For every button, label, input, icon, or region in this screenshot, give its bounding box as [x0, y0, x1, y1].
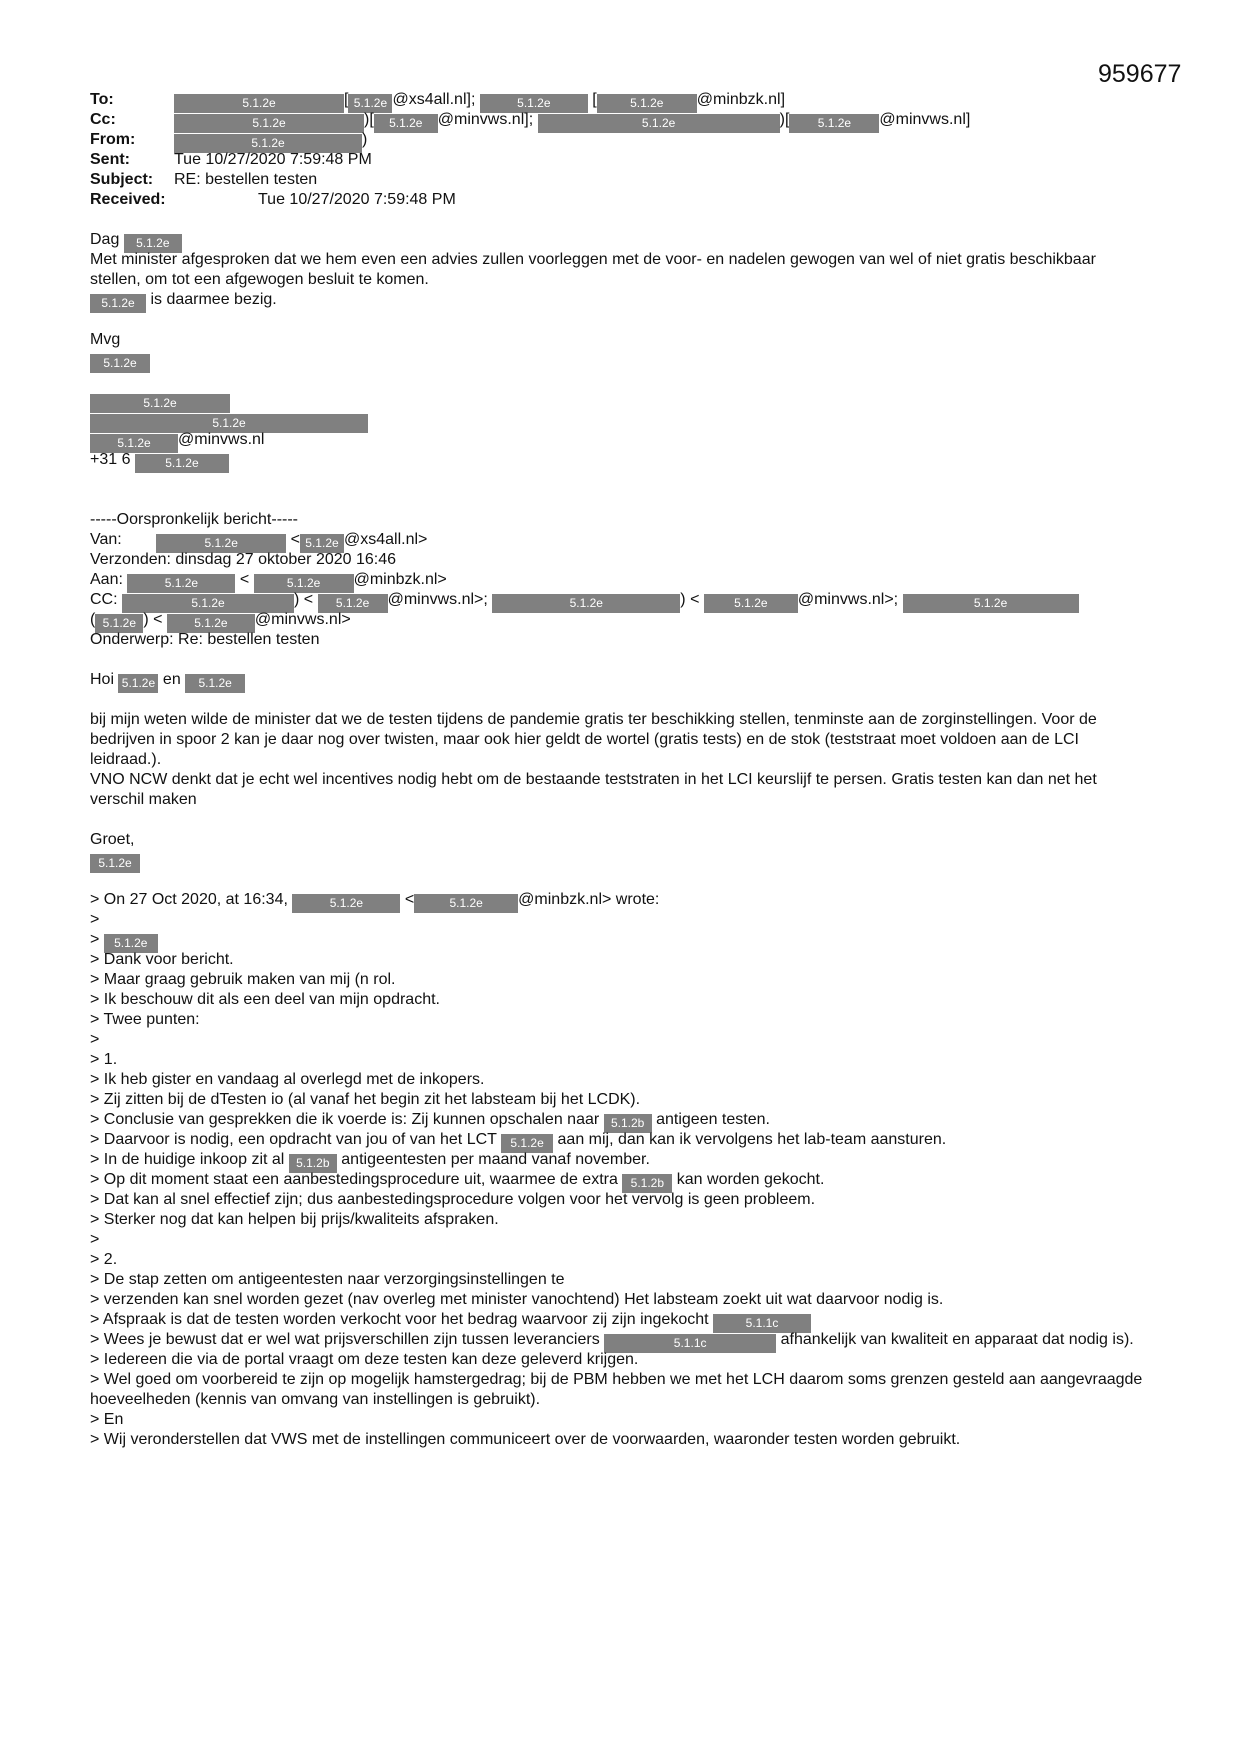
- quoted-line: > Zij zitten bij de dTesten io (al vanaf het begin zit het labsteam bij het LCDK).: [90, 1091, 641, 1108]
- redaction: 5.1.2e: [90, 394, 230, 413]
- header-cc: Cc: 5.1.2e )[ 5.1.2e @minvws.nl]; 5.1.2e )[ 5.1.2e @minvws.nl]: [90, 110, 970, 130]
- redaction: 5.1.2b: [622, 1174, 672, 1193]
- quoted-line: > Iedereen die via de portal vraagt om deze testen kan deze geleverd krijgen.: [90, 1351, 639, 1368]
- redaction: 5.1.2e: [292, 894, 400, 913]
- to-label: To:: [90, 91, 114, 108]
- redaction: 5.1.2e: [104, 934, 158, 953]
- redaction: 5.1.2e: [174, 114, 364, 133]
- quoted-line: > Twee punten:: [90, 1011, 200, 1028]
- orig-hoi: Hoi 5.1.2e en 5.1.2e: [90, 670, 1150, 690]
- subject-label: Subject:: [90, 171, 154, 188]
- signature-email: 5.1.2e @minvws.nl: [90, 430, 1150, 450]
- redaction: 5.1.2e: [789, 114, 879, 133]
- quoted-line: >: [90, 1231, 100, 1248]
- redaction: 5.1.2e: [90, 354, 150, 373]
- orig-onderwerp: Onderwerp: Re: bestellen testen: [90, 631, 320, 648]
- orig-aan: Aan: 5.1.2e < 5.1.2e @minbzk.nl>: [90, 570, 1150, 590]
- quoted-line: > Daarvoor is nodig, een opdracht van jou of van het LCT 5.1.2e aan mij, dan kan ik vervolgens het lab-team aansturen.: [90, 1130, 1150, 1150]
- redaction: 5.1.2e: [414, 894, 518, 913]
- quoted-line: > Conclusie van gesprekken die ik voerde is: Zij kunnen opschalen naar 5.1.2b antigeen testen.: [90, 1110, 1150, 1130]
- quoted-line: > Sterker nog dat kan helpen bij prijs/kwaliteits afspraken.: [90, 1211, 499, 1228]
- redaction: 5.1.2e: [480, 94, 588, 113]
- quoted-line: > Wij veronderstellen dat VWS met de instellingen communiceert over de voorwaarden, waaronder testen worden gebruikt.: [90, 1431, 961, 1448]
- from-label: From:: [90, 131, 136, 148]
- redaction: 5.1.2e: [597, 94, 697, 113]
- redaction: 5.1.2e: [90, 854, 140, 873]
- header-received: [90, 190, 970, 210]
- redaction: 5.1.2e: [704, 594, 798, 613]
- orig-van: Van: 5.1.2e < 5.1.2e @xs4all.nl>: [90, 530, 1150, 550]
- redaction: 5.1.1c: [713, 1314, 811, 1333]
- quoted-line: > 1.: [90, 1051, 118, 1068]
- quoted-line: > Wel goed om voorbereid te zijn op mogelijk hamstergedrag; bij de PBM hebben we met het LCH daarom soms grenzen gesteld aan aangevraagde hoeveelheden (kennis van omvang van instellingen is gebruikt).: [90, 1371, 1143, 1408]
- redaction: 5.1.2e: [174, 94, 344, 113]
- orig-cc-cont: ( 5.1.2e ) < 5.1.2e @minvws.nl>: [90, 610, 1150, 630]
- received-label: Received:: [90, 191, 166, 208]
- document-number: 959677: [1098, 60, 1182, 88]
- redaction: 5.1.2e: [174, 134, 362, 153]
- email-body: [90, 230, 1150, 1450]
- quoted-line: > verzenden kan snel worden gezet (nav overleg met minister vanochtend) Het labsteam zoekt uit wat daarvoor nodig is.: [90, 1291, 944, 1308]
- quoted-line: > Ik beschouw dit als een deel van mijn opdracht.: [90, 991, 440, 1008]
- orig-paragraph-1: bij mijn weten wilde de minister dat we de testen tijdens de pandemie gratis ter beschikking stellen, tenminste aan de zorginstellingen. Voor de bedrijven in spoor 2 kan je daar nog over twisten, maar ook hier geldt de wortel (gratis tests) en de stok (teststraat moet voldoen aan de LCI leidraad.).: [90, 711, 1097, 768]
- redaction: 5.1.2e: [300, 534, 344, 553]
- redaction: 5.1.2e: [501, 1134, 553, 1153]
- reply-paragraph-2: 5.1.2e is daarmee bezig.: [90, 290, 1150, 310]
- email-header: [90, 90, 970, 210]
- redaction: 5.1.2e: [95, 614, 143, 633]
- redaction: 5.1.2e: [254, 574, 354, 593]
- redaction: 5.1.1c: [604, 1334, 776, 1353]
- sent-value: Tue 10/27/2020 7:59:48 PM: [174, 151, 372, 168]
- header-from: From: 5.1.2e ): [90, 130, 970, 150]
- reply-closing: Mvg: [90, 331, 121, 348]
- redaction: 5.1.2e: [156, 534, 286, 553]
- quoted-line: > De stap zetten om antigeentesten naar verzorgingsinstellingen te: [90, 1271, 565, 1288]
- signature-name: [90, 350, 1150, 370]
- quoted-line: > Dank voor bericht.: [90, 951, 234, 968]
- redaction: 5.1.2e: [90, 294, 146, 313]
- redaction: 5.1.2e: [124, 234, 182, 253]
- subject-value: RE: bestellen testen: [174, 171, 318, 188]
- orig-groet: Groet,: [90, 831, 135, 848]
- quoted-line: > En: [90, 1411, 124, 1428]
- redaction: 5.1.2e: [185, 674, 245, 693]
- cc-label: Cc:: [90, 111, 116, 128]
- orig-cc: CC: 5.1.2e ) < 5.1.2e @minvws.nl>; 5.1.2e ) < 5.1.2e @minvws.nl>; 5.1.2e: [90, 590, 1150, 610]
- original-message-divider: -----Oorspronkelijk bericht-----: [90, 511, 299, 528]
- sent-label: Sent:: [90, 151, 130, 168]
- redaction: 5.1.2e: [122, 594, 294, 613]
- redaction: 5.1.2e: [135, 454, 229, 473]
- quoted-line: > 2.: [90, 1251, 118, 1268]
- reply-greeting: Dag 5.1.2e: [90, 230, 1150, 250]
- orig-signature: [90, 850, 1150, 870]
- signature-phone: +31 6 5.1.2e: [90, 450, 1150, 470]
- quoted-line: >: [90, 911, 100, 928]
- header-sent: [90, 150, 970, 170]
- quoted-line: > 5.1.2e: [90, 930, 1150, 950]
- orig-verzonden: Verzonden: dinsdag 27 oktober 2020 16:46: [90, 551, 397, 568]
- signature-title: [90, 390, 1150, 410]
- redaction: 5.1.2e: [903, 594, 1079, 613]
- quoted-line: > In de huidige inkoop zit al 5.1.2b antigeentesten per maand vanaf november.: [90, 1150, 1150, 1170]
- quoted-intro: > On 27 Oct 2020, at 16:34, 5.1.2e < 5.1.2e @minbzk.nl> wrote:: [90, 890, 1150, 910]
- header-to: To: 5.1.2e [ 5.1.2e @xs4all.nl]; 5.1.2e [ 5.1.2e @minbzk.nl]: [90, 90, 970, 110]
- quoted-line: > Op dit moment staat een aanbestedingsprocedure uit, waarmee de extra 5.1.2b kan worden gekocht.: [90, 1170, 1150, 1190]
- orig-paragraph-2: VNO NCW denkt dat je echt wel incentives nodig hebt om de bestaande teststraten in het LCI keurslijf te persen. Gratis testen kan dan net het verschil maken: [90, 771, 1097, 808]
- redaction: 5.1.2e: [538, 114, 780, 133]
- redaction: 5.1.2e: [118, 674, 158, 693]
- redaction: 5.1.2e: [127, 574, 235, 593]
- redaction: 5.1.2e: [348, 94, 392, 113]
- received-value: Tue 10/27/2020 7:59:48 PM: [258, 191, 456, 208]
- signature-org: [90, 410, 1150, 430]
- redaction: 5.1.2b: [289, 1154, 337, 1173]
- quoted-line: > Maar graag gebruik maken van mij (n rol.: [90, 971, 396, 988]
- quoted-line: > Ik heb gister en vandaag al overlegd met de inkopers.: [90, 1071, 485, 1088]
- redaction: 5.1.2e: [374, 114, 438, 133]
- redaction: 5.1.2b: [604, 1114, 652, 1133]
- redaction: 5.1.2e: [90, 434, 178, 453]
- quoted-line: > Dat kan al snel effectief zijn; dus aanbestedingsprocedure volgen voor het vervolg is geen probleem.: [90, 1191, 816, 1208]
- reply-paragraph: Met minister afgesproken dat we hem even een advies zullen voorleggen met de voor- en nadelen gewogen van wel of niet gratis beschikbaar stellen, om tot een afgewogen besluit te komen.: [90, 251, 1096, 288]
- redaction: 5.1.2e: [167, 614, 255, 633]
- redaction: 5.1.2e: [318, 594, 388, 613]
- redaction: 5.1.2e: [90, 414, 368, 433]
- header-subject: [90, 170, 970, 190]
- quoted-line: > Afspraak is dat de testen worden verkocht voor het bedrag waarvoor zij zijn ingekocht 5.1.1c: [90, 1310, 1150, 1330]
- quoted-line: >: [90, 1031, 100, 1048]
- quoted-line: > Wees je bewust dat er wel wat prijsverschillen zijn tussen leveranciers 5.1.1c afhankelijk van kwaliteit en apparaat dat nodig is).: [90, 1330, 1150, 1350]
- redaction: 5.1.2e: [492, 594, 680, 613]
